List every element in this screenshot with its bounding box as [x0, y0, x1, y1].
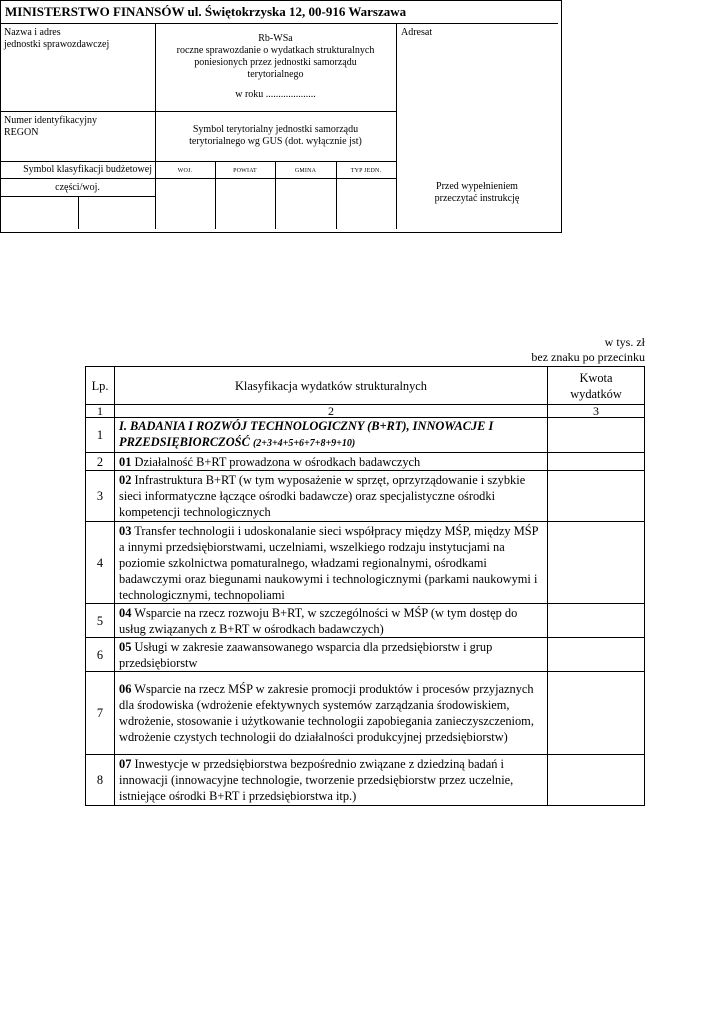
- table-row: 1 I. BADANIA I ROZWÓJ TECHNOLOGICZNY (B+RT), INNOWACJE I PRZEDSIĘBIORCZOŚĆ (2+3+4+5+6+7+8+9+10): [86, 418, 645, 453]
- amount-cell[interactable]: [548, 418, 645, 453]
- table-row: 5 04 Wsparcie na rzecz rozwoju B+RT, w szczególności w MŚP (w tym dostęp do usług związanych z B+RT w ośrodkach badawczych): [86, 604, 645, 638]
- table-header-row: [86, 367, 645, 405]
- amount-cell[interactable]: [548, 672, 645, 755]
- amount-cell[interactable]: [548, 638, 645, 672]
- unit-note: w tys. zł bez znaku po przecinku: [531, 335, 645, 364]
- table-row: 4 03 Transfer technologii i udoskonalanie sieci współpracy między MŚP, między MŚP a innymi przedsiębiorstwami, uczelniami, wszelkiego rodzaju instytucjami na poziomie szkolnictwa pomaturalnego, władzami regionalnymi, ośrodkami badawczymi oraz biegunami naukowymi i technologicznymi (parkami naukowymi i technologicznymi, technopoliami: [86, 522, 645, 604]
- part-label: części/woj.: [55, 182, 100, 193]
- row-title: I. BADANIA I ROZWÓJ TECHNOLOGICZNY (B+RT), INNOWACJE I PRZEDSIĘBIORCZOŚĆ (2+3+4+5+6+7+8+9+10): [115, 418, 548, 453]
- ministry-title: MINISTERSTWO FINANSÓW ul. Świętokrzyska 12, 00-916 Warszawa: [5, 4, 407, 19]
- table-row: 2 01 Działalność B+RT prowadzona w ośrodkach badawczych: [86, 453, 645, 471]
- reporting-unit-label: Nazwa i adres jednostki sprawozdawczej: [4, 27, 110, 50]
- amount-cell[interactable]: [548, 471, 645, 522]
- header-lp: Lp.: [86, 367, 115, 405]
- table-row: 8 07 Inwestycje w przedsiębiorstwa bezpośrednio związane z dziedziną badań i innowacji (innowacyjne technologie, tworzenie przedsiębiorstw przez uczelnie, istniejące ośrodki B+RT i przedsiębiorstwa itp.): [86, 755, 645, 806]
- form-description: Rb-WSa roczne sprawozdanie o wydatkach strukturalnych poniesionych przez jednostki samorządu terytorialnego w roku ....................: [155, 33, 396, 101]
- amount-cell[interactable]: [548, 604, 645, 638]
- territorial-symbol-label: Symbol terytorialny jednostki samorządu terytorialnego wg GUS (dot. wyłącznie jst): [189, 124, 362, 147]
- col-gmina: GMINA: [294, 168, 317, 174]
- amount-cell[interactable]: [548, 522, 645, 604]
- col-powiat: POWIAT: [233, 168, 257, 174]
- header-amount: Kwota wydatków: [548, 367, 645, 405]
- expenditure-table: [85, 366, 645, 806]
- regon-label: Numer identyfikacyjny REGON: [4, 115, 98, 138]
- budget-symbol-label: Symbol klasyfikacji budżetowej: [23, 164, 152, 175]
- amount-cell[interactable]: [548, 453, 645, 471]
- instruction-note: Przed wypełnieniem przeczytać instrukcję: [434, 181, 520, 204]
- header-classification: Klasyfikacja wydatków strukturalnych: [115, 367, 548, 405]
- table-row: 7 06 Wsparcie na rzecz MŚP w zakresie promocji produktów i procesów przyjaznych dla środowiska (wdrożenie efektywnych systemów zarządzania środowiskiem, wdrożenie, stosowanie i użytkowanie technologii zapobiegania zanieczyszczeniom, wdrożenie czystych technologii do działalności produkcyjnej przedsiębiorstw): [86, 672, 645, 755]
- table-row: 3 02 Infrastruktura B+RT (w tym wyposażenie w sprzęt, oprzyrządowanie i szybkie sieci informatyczne łączące ośrodki badawcze) oraz specjalistyczne ośrodki kompetencji technologicznych: [86, 471, 645, 522]
- column-numbering-row: 1 2 3: [86, 405, 645, 418]
- col-woj: WOJ.: [177, 168, 193, 174]
- table-row: 6 05 Usługi w zakresie zaawansowanego wsparcia dla przedsiębiorstw i grup przedsiębiorstw: [86, 638, 645, 672]
- year-line: w roku ....................: [235, 89, 316, 100]
- amount-cell[interactable]: [548, 755, 645, 806]
- col-typ-jedn: TYP JEDN.: [350, 168, 382, 174]
- addressee-label: Adresat: [401, 27, 433, 38]
- form-header: [0, 0, 562, 233]
